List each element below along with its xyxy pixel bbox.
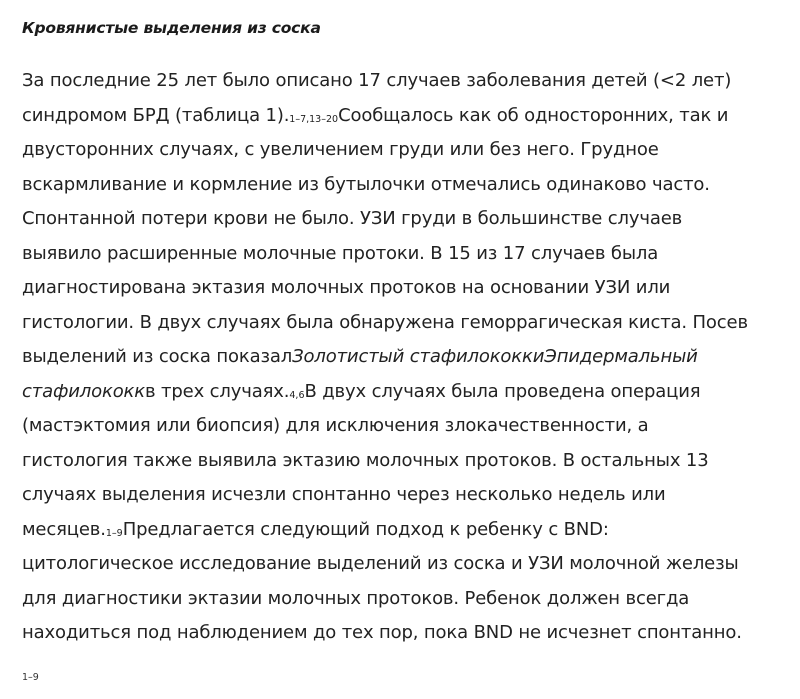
- text-segment: находиться под наблюдением до тех пор, пока BND не исчезнет спонтанно.: [22, 622, 742, 643]
- text-line: [22, 480, 792, 515]
- italic-term: Эпидермальный: [544, 346, 698, 367]
- text-line: [22, 273, 792, 308]
- text-segment: диагностирована эктазия молочных протоков на основании УЗИ или: [22, 277, 671, 298]
- text-segment: синдромом БРД (таблица 1).: [22, 104, 290, 126]
- text-segment: вскармливание и кормление из бутылочки отмечались одинаково часто.: [22, 173, 710, 195]
- text-segment: в трех случаях.: [145, 380, 290, 402]
- text-line: [22, 204, 792, 239]
- text-line: [22, 446, 792, 481]
- text-line: [22, 135, 792, 170]
- text-line: [22, 618, 792, 653]
- text-segment: для диагностики эктазии молочных протоков. Ребенок должен всегда: [22, 587, 690, 609]
- text-line: [22, 411, 792, 446]
- text-line: [22, 549, 792, 584]
- text-line: [22, 239, 792, 274]
- text-segment: гистологии. В двух случаях была обнаружена геморрагическая киста. Посев: [22, 311, 748, 333]
- text-segment: месяцев.: [22, 518, 106, 540]
- section-heading: Кровянистые выделения из соска: [22, 19, 321, 37]
- text-line: [22, 515, 792, 550]
- text-segment: Спонтанной потери крови не было. УЗИ груди в большинстве случаев: [22, 208, 683, 229]
- text-segment: За последние 25 лет было описано 17 случаев заболевания детей (<2 лет): [22, 70, 732, 91]
- text-line: [22, 377, 792, 412]
- text-segment: выявило расширенные молочные протоки. В 15 из 17 случаев была: [22, 242, 659, 264]
- text-segment: (мастэктомия или биопсия) для исключения злокачественности, а: [22, 415, 649, 436]
- text-segment: случаях выделения исчезли спонтанно через несколько недель или: [22, 484, 666, 505]
- citation-reference: 4,6: [289, 389, 305, 401]
- citation-reference: 1–7,13–20: [289, 113, 339, 125]
- text-line: [22, 170, 792, 205]
- article-paragraph: [22, 66, 792, 653]
- italic-term: стафилококк: [22, 380, 145, 402]
- italic-term: Золотистый стафилококки: [292, 346, 545, 367]
- text-segment: двусторонних случаях, с увеличением груди или без него. Грудное: [22, 139, 659, 160]
- text-segment: гистология также выявила эктазию молочных протоков. В остальных 13: [22, 449, 709, 471]
- text-segment: цитологическое исследование выделений из соска и УЗИ молочной железы: [22, 553, 739, 574]
- text-line: [22, 101, 792, 136]
- text-line: [22, 584, 792, 619]
- text-line: [22, 66, 792, 101]
- citation-reference: 1–9: [105, 527, 123, 539]
- footnote-reference: 1–9: [22, 672, 39, 683]
- text-segment: В двух случаях была проведена операция: [304, 380, 701, 402]
- text-segment: Предлагается следующий подход к ребенку с BND:: [122, 518, 609, 540]
- text-line: [22, 342, 792, 377]
- text-segment: Сообщалось как об односторонних, так и: [338, 104, 729, 126]
- text-line: [22, 308, 792, 343]
- text-segment: выделений из соска показал: [22, 346, 293, 367]
